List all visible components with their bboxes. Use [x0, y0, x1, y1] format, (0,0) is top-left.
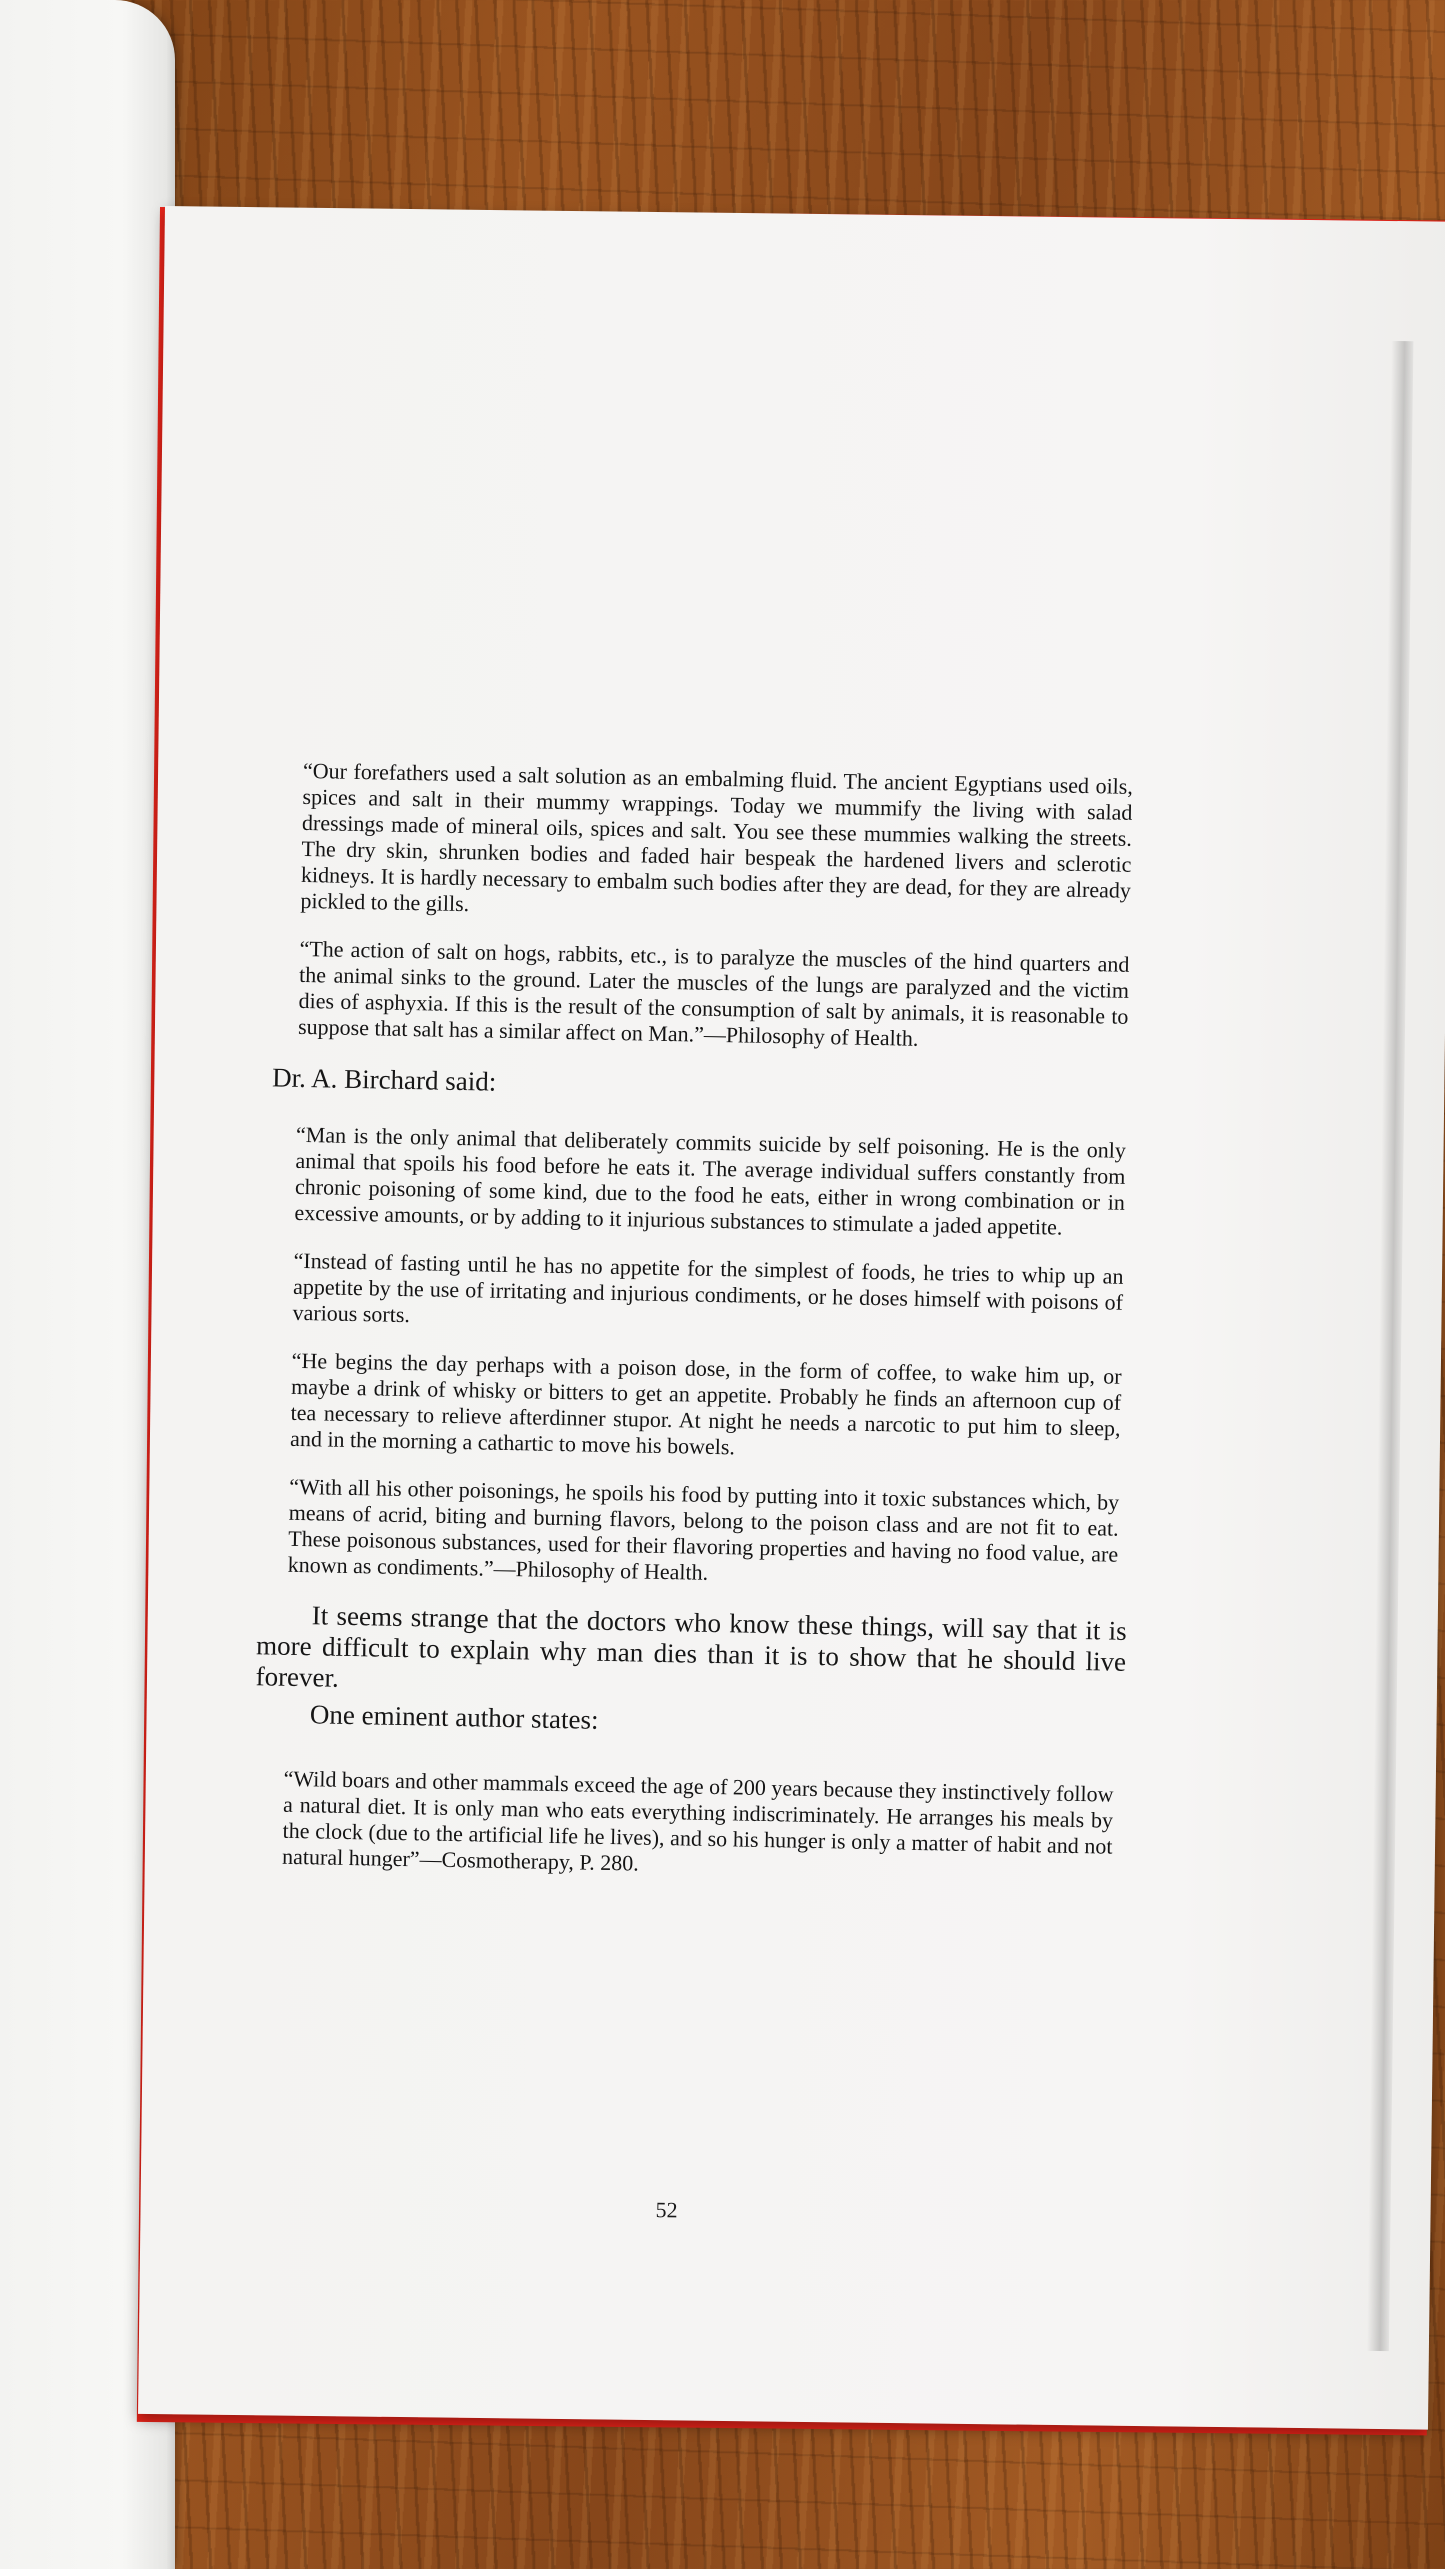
quote-salt-animals: “The action of salt on hogs, rabbits, etc., is to paralyze the muscles of the hind quarters and the animal sinks to the ground. Later the muscles of the lungs are paralyzed and the victim dies of asphyxia. If this is the result of the consumption of salt by animals, it is reasonable to suppose that salt has a similar affect on Man.”—Philosophy of Health. — [297, 935, 1130, 1051]
body-paragraph: It seems strange that the doctors who know these things, will say that it is more difficult to explain why man dies than it is to show that he should live forever. — [255, 1600, 1127, 1693]
page-text — [252, 757, 1144, 1907]
quote-condiments: “With all his other poisonings, he spoils his food by putting into it toxic substances which, by means of acrid, biting and burning flavors, belong to the poison class and are not fit to eat. These poisonous substances, used for their flavoring properties and having no food value, are known as condiments.”—Philosophy of Health. — [287, 1473, 1120, 1585]
speaker-heading: Dr. A. Birchard said: — [271, 1062, 497, 1097]
author-intro: One eminent author states: — [309, 1699, 599, 1735]
quote-wild-boars: “Wild boars and other mammals exceed the age of 200 years because they instinctively follow a natural diet. It is only man who eats everything indiscriminately. He arranges his meals by the clock (due to the artificial life he lives), and so his hunger is only a matter of habit and not natural hunger”—Cosmotherapy, P. 280. — [281, 1765, 1114, 1876]
book-page — [138, 206, 1445, 2430]
quote-poison-dose: “He begins the day perhaps with a poison dose, in the form of coffee, to wake him up, or maybe a drink of whisky or bitters to get an appetite. Probably he finds an afternoon cup of tea necessary to relieve afterdinner stupor. At night he needs a narcotic to put him to sleep, and in the morning a cathartic to move his bowels. — [289, 1347, 1122, 1460]
page-number: 52 — [655, 2197, 678, 2223]
quote-fasting: “Instead of fasting until he has no appetite for the simplest of foods, he tries to whip up an appetite by the use of irritating and injurious condiments, or he doses himself with poisons of various sorts. — [292, 1247, 1124, 1328]
quote-salt-embalming: “Our forefathers used a salt solution as an embalming fluid. The ancient Egyptians used oils, spices and salt in their mummy wrappings. Today we mummify the living with salad dressings made of mineral oils, spices and salt. You see these mummies walking the streets. The dry skin, shrunken bodies and faded hair bespeak the hardened livers and sclerotic kidneys. It is hardly necessary to embalm such bodies after they are dead, for they are already pickled to the gills. — [300, 757, 1134, 917]
quote-self-poisoning: “Man is the only animal that deliberately commits suicide by self poisoning. He is the only animal that spoils his food before he eats it. The average individual suffers constantly from chronic poisoning of some kind, due to the food he eats, either in wrong combination or in excessive amounts, or by adding to it injurious substances to stimulate a jaded appetite. — [294, 1121, 1127, 1240]
